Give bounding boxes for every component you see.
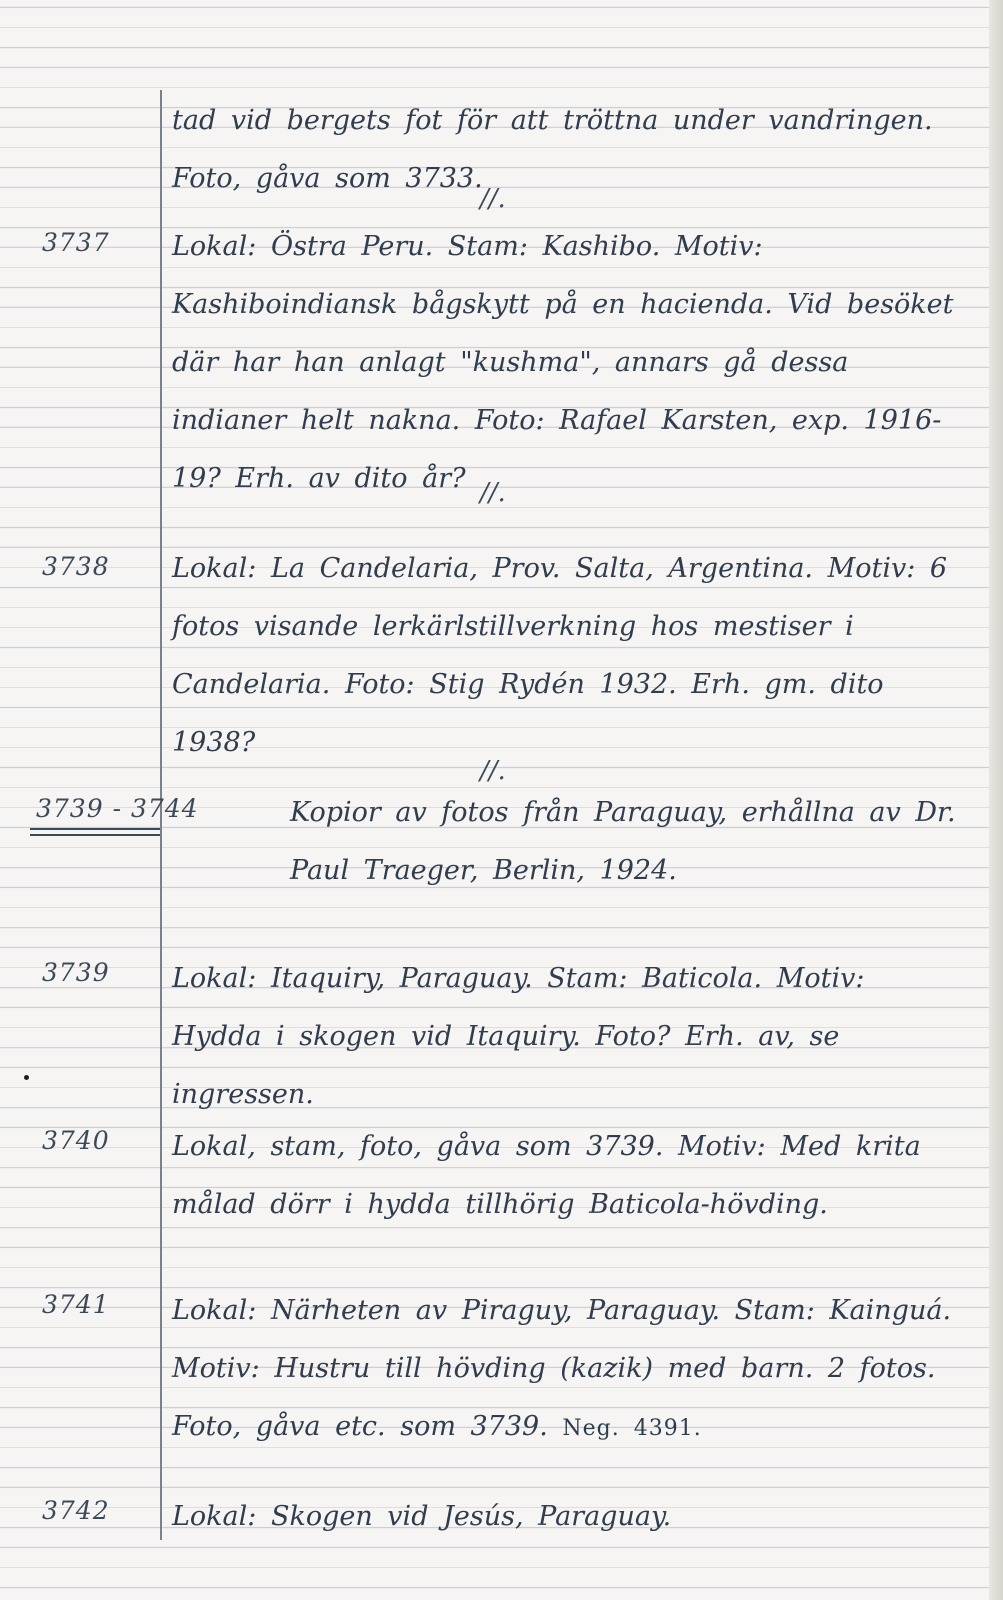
entry-text: Lokal: Skogen vid Jesús, Paraguay. bbox=[172, 1501, 672, 1532]
double-underline bbox=[30, 834, 160, 836]
entry-text: Lokal, stam, foto, gåva som 3739. Motiv: Med krita målad dörr i hydda tillhörig Baticola-hövding. bbox=[172, 1131, 921, 1220]
entry-number: 3741 bbox=[42, 1290, 110, 1319]
ink-dot bbox=[24, 1075, 29, 1080]
continuation-text: tad vid bergets fot för att tröttna under vandringen. Foto, gåva som 3733. bbox=[172, 105, 933, 194]
entry-number: 3740 bbox=[42, 1126, 110, 1155]
entry-text: Lokal: Itaquiry, Paraguay. Stam: Baticola. Motiv: Hydda i skogen vid Itaquiry. Foto? Erh. av, se ingressen. bbox=[172, 963, 865, 1110]
entry-text-body: Lokal: Närheten av Piraguy, Paraguay. Stam: Kainguá. Motiv: Hustru till hövding (kazik) med barn. 2 fotos. Foto, gåva etc. som 3739. bbox=[172, 1295, 952, 1442]
double-underline bbox=[30, 828, 160, 830]
entry-separator: //. bbox=[480, 478, 506, 508]
entry-text: Lokal: Östra Peru. Stam: Kashibo. Motiv: Kashiboindiansk bågskytt på en hacienda. Vid besöket där har han anlagt "kushma", annars gå dessa indianer helt nakna. Foto: Rafael Karsten, exp. 1916-19? Erh. av dito år? bbox=[172, 231, 954, 494]
entry-text bbox=[172, 1282, 962, 1458]
entry-separator: //. bbox=[480, 184, 506, 214]
entry-text: Kopior av fotos från Paraguay, erhållna av Dr. Paul Traeger, Berlin, 1924. bbox=[290, 797, 956, 886]
entry-number: 3742 bbox=[42, 1496, 110, 1525]
page-edge bbox=[989, 0, 1003, 1600]
entry-range-number: 3739 - 3744 bbox=[36, 794, 199, 823]
entry-text: Lokal: La Candelaria, Prov. Salta, Argentina. Motiv: 6 fotos visande lerkärlstillverkning hos mestiser i Candelaria. Foto: Stig Rydén 1932. Erh. gm. dito 1938? bbox=[172, 553, 948, 758]
negative-number: Neg. 4391. bbox=[562, 1416, 702, 1441]
entry-number: 3737 bbox=[42, 228, 110, 257]
entry-number: 3738 bbox=[42, 552, 110, 581]
entry-separator: //. bbox=[480, 756, 506, 786]
entry-number: 3739 bbox=[42, 958, 110, 987]
